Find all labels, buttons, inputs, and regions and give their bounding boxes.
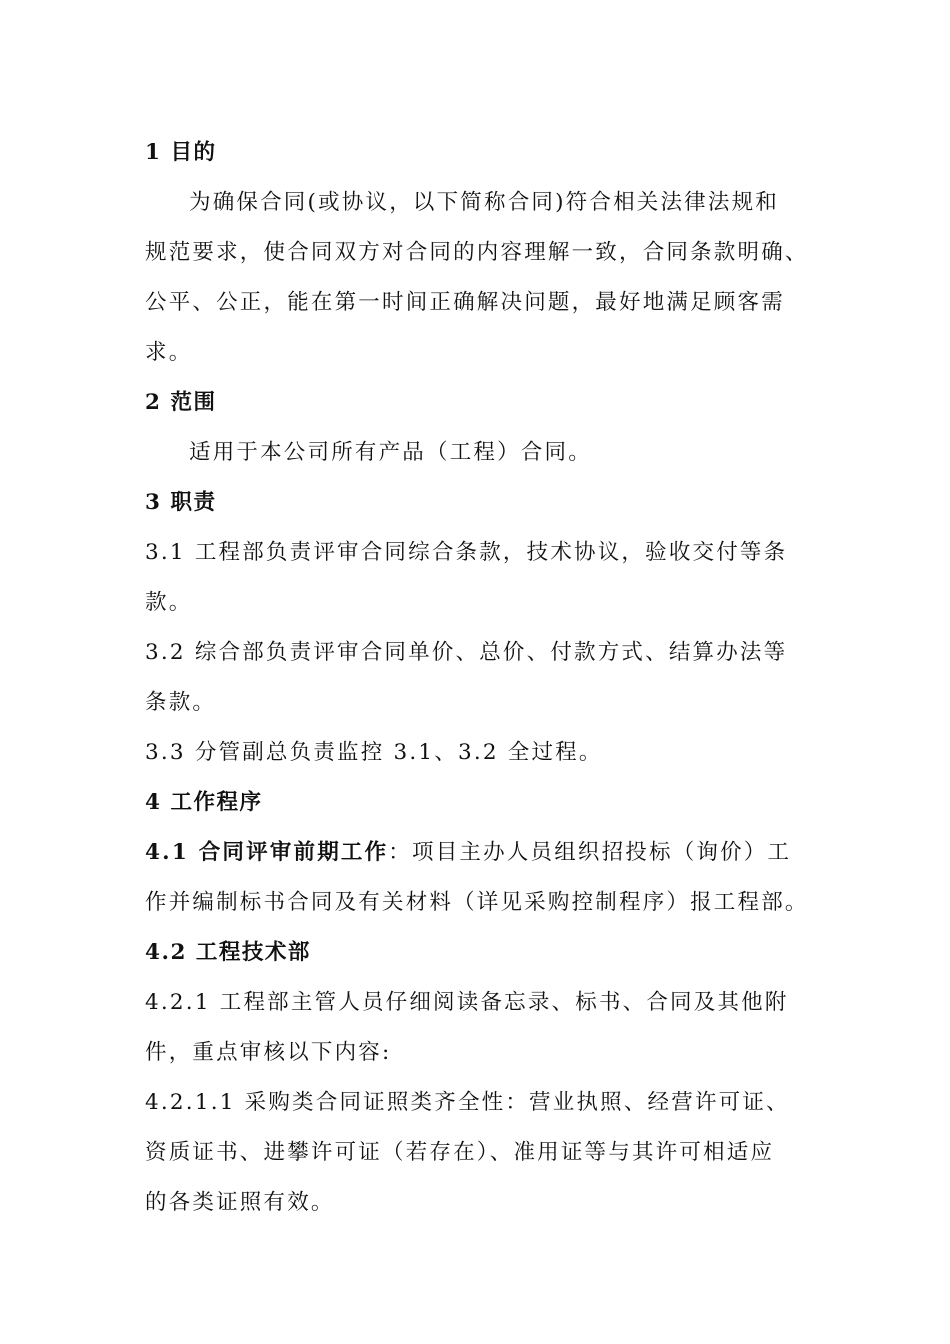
item-4-2-paragraph-line: 的各类证照有效。 <box>145 1190 335 1215</box>
item-4-2-paragraph-line: 4.2.1 工程部主管人员仔细阅读备忘录、标书、合同及其他附 <box>145 990 789 1015</box>
section-2-paragraph-line: 适用于本公司所有产品（工程）合同。 <box>189 440 592 465</box>
item-4-1-line-2: 作并编制标书合同及有关材料（详见采购控制程序）报工程部。 <box>145 890 809 915</box>
section-3-paragraph-line: 3.3 分管副总负责监控 3.1、3.2 全过程。 <box>145 740 603 765</box>
item-4-2-paragraph-line: 件，重点审核以下内容: <box>145 1040 392 1065</box>
section-1-heading: 1 目的 <box>145 140 217 165</box>
section-3-paragraph-line: 款。 <box>145 590 193 615</box>
item-4-1-label: 4.1 合同评审前期工作 <box>145 840 389 865</box>
item-4-2-heading: 4.2 工程技术部 <box>145 940 311 965</box>
item-4-2-paragraph-line: 4.2.1.1 采购类合同证照类齐全性：营业执照、经营许可证、 <box>145 1090 790 1115</box>
section-1-paragraph-line: 求。 <box>145 340 193 365</box>
section-1-paragraph-line: 为确保合同(或协议，以下简称合同)符合相关法律法规和 <box>189 190 779 215</box>
section-2-heading: 2 范围 <box>145 390 217 415</box>
section-3-paragraph-line: 3.1 工程部负责评审合同综合条款，技术协议，验收交付等条 <box>145 540 788 565</box>
item-4-1-line <box>145 828 825 878</box>
section-3-paragraph-line: 3.2 综合部负责评审合同单价、总价、付款方式、结算办法等 <box>145 640 788 665</box>
section-3-paragraph-line: 条款。 <box>145 690 217 715</box>
section-1-paragraph-line: 公平、公正，能在第一时间正确解决问题，最好地满足顾客需 <box>145 290 785 315</box>
document-body <box>145 128 825 1228</box>
item-4-1-text: ：项目主办人员组织招投标（询价）工 <box>388 840 792 865</box>
section-3-heading: 3 职责 <box>145 490 217 515</box>
item-4-2-paragraph-line: 资质证书、进攀许可证（若存在）、准用证等与其许可相适应 <box>145 1140 775 1165</box>
section-4-heading: 4 工作程序 <box>145 790 263 815</box>
section-1-paragraph-line: 规范要求，使合同双方对合同的内容理解一致，合同条款明确、 <box>145 240 809 265</box>
